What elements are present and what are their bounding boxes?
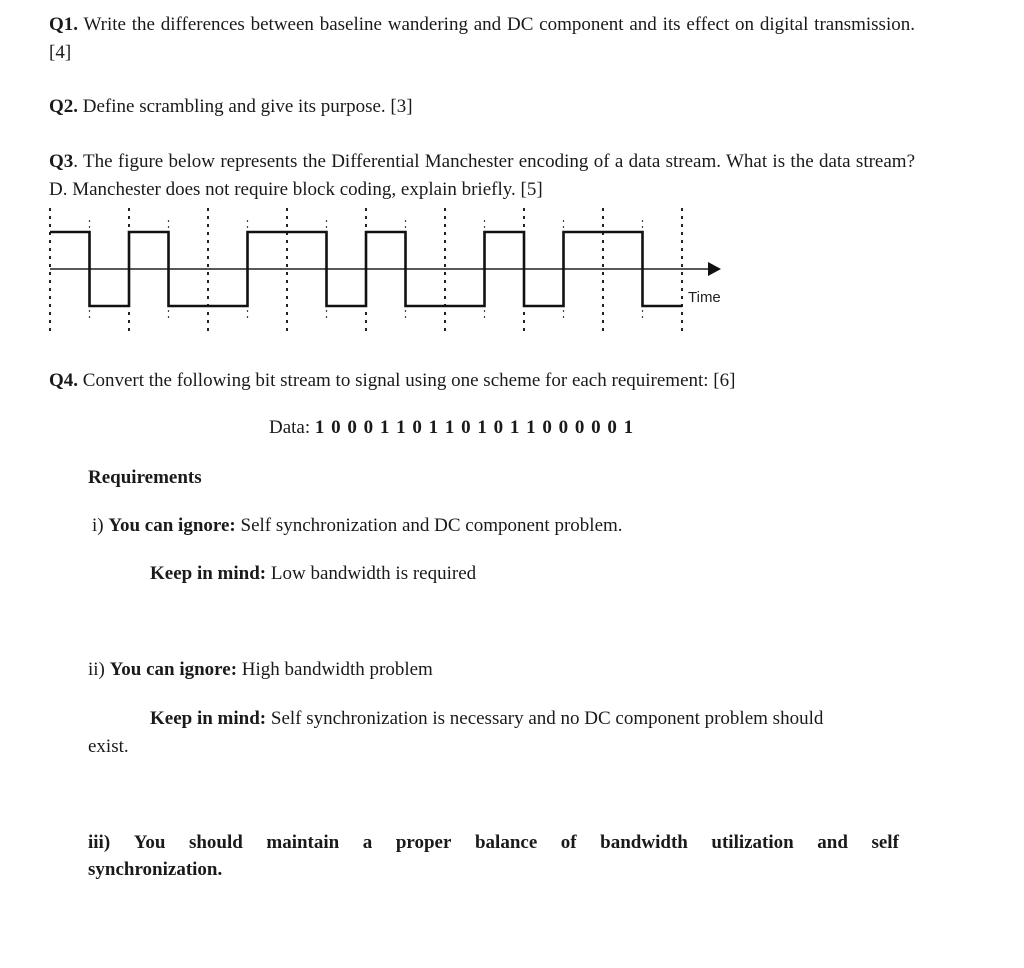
question-4 <box>49 367 915 395</box>
data-stream <box>269 414 634 442</box>
question-2-text: Define scrambling and give its purpose. [3] <box>82 96 413 117</box>
question-2-number: Q2. <box>49 96 79 117</box>
time-axis-arrowhead <box>708 262 721 276</box>
requirement-2-ignore-text: High bandwidth problem <box>237 659 433 680</box>
requirement-2-ignore-label: You can ignore: <box>109 659 238 680</box>
differential-manchester-figure <box>40 206 760 336</box>
requirement-1-ignore-text: Self synchronization and DC component problem. <box>235 515 623 536</box>
question-3 <box>49 148 915 204</box>
question-1 <box>49 11 915 67</box>
requirement-3-word: proper <box>395 832 452 853</box>
question-2 <box>49 93 915 121</box>
question-3-number: Q3 <box>49 151 74 172</box>
data-bits: 1 0 0 0 1 1 0 1 1 0 1 0 1 1 0 0 0 0 0 1 <box>314 417 634 438</box>
requirement-3-word: bandwidth <box>600 832 688 853</box>
requirement-3-continued: synchronization. <box>88 859 223 880</box>
requirement-2-keep-label: Keep in mind: <box>150 708 267 729</box>
requirements-heading: Requirements <box>88 467 202 488</box>
requirement-1-keep-label: Keep in mind: <box>150 563 267 584</box>
question-3-text: . The figure below represents the Differential Manchester encoding of a data stream. What is the data stream? D. Manchester does not require block coding, explain briefly. [5] <box>49 151 915 200</box>
requirement-1-ignore <box>92 512 958 540</box>
requirement-2-ignore <box>88 656 954 684</box>
requirement-2-keep <box>150 705 910 733</box>
requirement-3-word: You <box>133 832 166 853</box>
requirement-2-keep-continued: exist. <box>88 736 129 757</box>
requirement-3-word: a <box>362 832 373 853</box>
question-1-text: Write the differences between baseline wandering and DC component and its effect on digital transmission. [4] <box>49 14 915 63</box>
requirement-3-word: utilization <box>711 832 794 853</box>
requirement-3-word: should <box>188 832 243 853</box>
requirement-1-keep <box>150 560 1016 588</box>
requirement-3-word: self <box>871 832 899 853</box>
requirement-3 <box>88 829 899 857</box>
requirement-2-keep-text: Self synchronization is necessary and no DC component problem should <box>266 708 824 729</box>
data-label: Data: <box>269 417 315 438</box>
question-4-text: Convert the following bit stream to signal using one scheme for each requirement: [6] <box>82 370 736 391</box>
requirement-1-keep-text: Low bandwidth is required <box>266 563 477 584</box>
requirement-1-prefix: i) <box>92 515 109 536</box>
time-axis-label: Time <box>688 289 721 306</box>
requirement-3-word: of <box>560 832 577 853</box>
requirement-3-word: maintain <box>266 832 340 853</box>
question-4-number: Q4. <box>49 370 79 391</box>
question-1-number: Q1. <box>49 14 79 35</box>
requirement-2-prefix: ii) <box>88 659 110 680</box>
requirement-3-word: and <box>817 832 848 853</box>
requirement-3-prefix: iii) <box>88 832 111 853</box>
requirement-3-word: balance <box>474 832 538 853</box>
requirement-1-ignore-label: You can ignore: <box>108 515 236 536</box>
